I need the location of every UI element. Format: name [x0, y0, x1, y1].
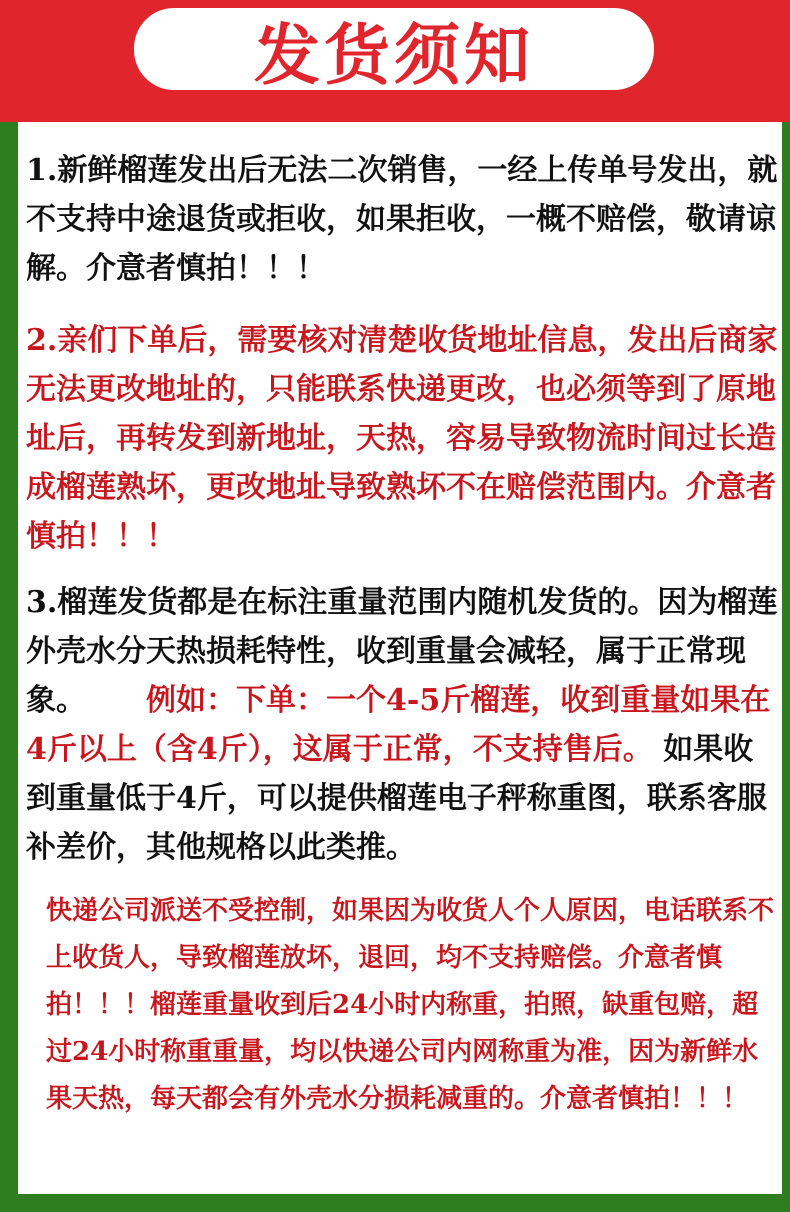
bottom-green-border [0, 1194, 790, 1212]
header-banner [0, 0, 790, 122]
right-green-border [782, 122, 790, 1212]
left-green-border [0, 122, 18, 1212]
title-pill [134, 8, 654, 94]
notice-item-3-intro: 3.榴莲发货都是在标注重量范围内随机发货的。因为榴莲外壳水分天热损耗特性，收到重量会减轻，属于正常现象。 [26, 585, 778, 718]
notice-item-1: 1.新鲜榴莲发出后无法二次销售，一经上传单号发出，就不支持中途退货或拒收，如果拒收，一概不赔偿，敬请谅解。介意者慎拍！！！ [26, 153, 778, 286]
notice-item-3-example: 例如：下单：一个4-5斤榴莲，收到重量如果在4斤以上（含4斤），这属于正常，不支持售后。 [26, 683, 771, 767]
notice-item-4: 快递公司派送不受控制，如果因为收货人个人原因，电话联系不上收货人，导致榴莲放坏，退回，均不支持赔偿。介意者慎拍！！！榴莲重量收到后24小时内称重，拍照，缺重包赔，超过24小时称重重量，均以快递公司内网称重为准，因为新鲜水果天热，每天都会有外壳水分损耗减重的。介意者慎拍！！！ [46, 896, 775, 1114]
notice-item-3 [26, 578, 778, 872]
notice-item-2: 2.亲们下单后，需要核对清楚收货地址信息，发出后商家无法更改地址的，只能联系快递更改，也必须等到了原地址后，再转发到新地址，天热，容易导致物流时间过长造成榴莲熟坏，更改地址导致熟坏不在赔偿范围内。介意者慎拍！！！ [26, 323, 778, 554]
notice-item-3-rule: 如果收到重量低于4斤，可以提供榴莲电子秤称重图，联系客服补差价，其他规格以此类推。 [26, 732, 767, 865]
page-title: 发货须知 [254, 16, 534, 94]
